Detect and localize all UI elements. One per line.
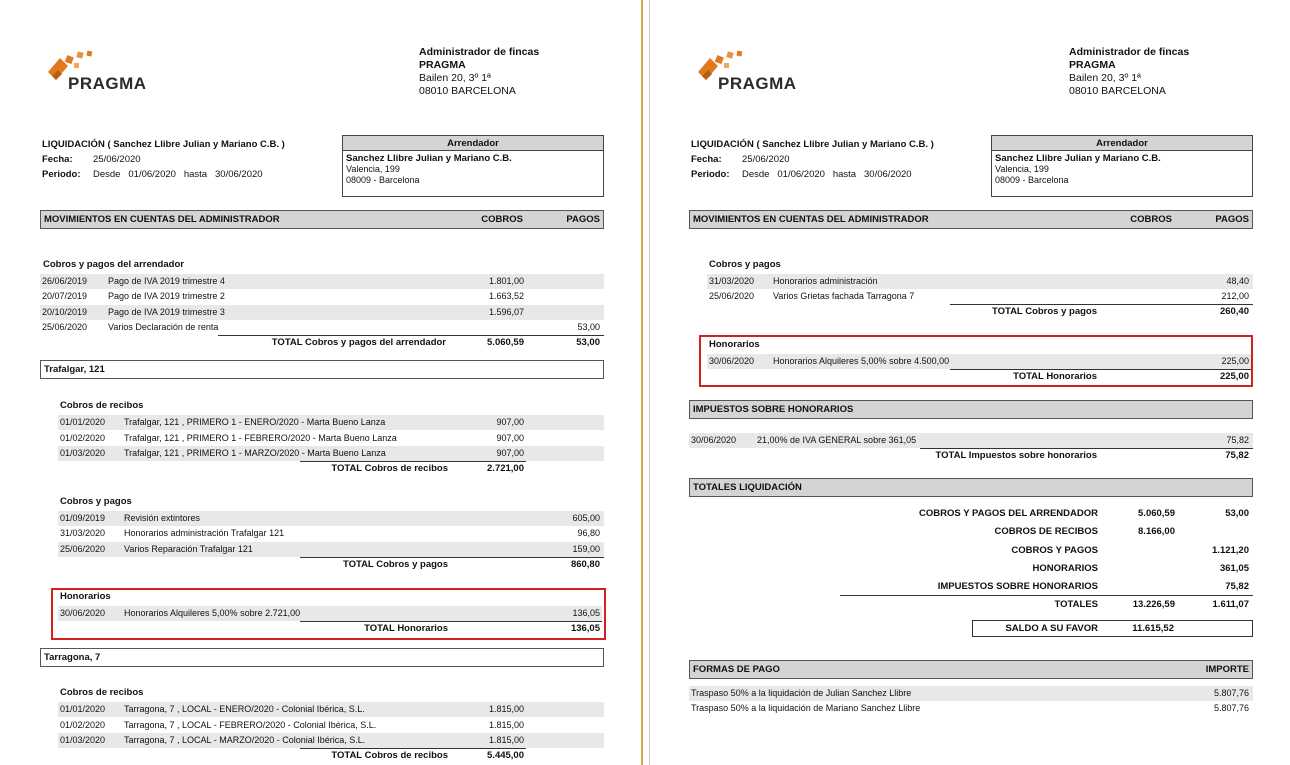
arrendador-street: Valencia, 199 <box>346 164 400 174</box>
table-row <box>689 686 1253 701</box>
row-desc: 21,00% de IVA GENERAL sobre 361,05 <box>757 435 917 445</box>
row-cobro: 1.596,07 <box>488 307 524 317</box>
group-title: Cobros y pagos <box>60 496 132 507</box>
admin-name: PRAGMA <box>419 59 466 71</box>
row-pago: 53,00 <box>577 322 600 332</box>
totales-label: HONORARIOS <box>1032 563 1098 574</box>
total-pagos: 225,00 <box>1219 371 1249 382</box>
group-total-row <box>707 369 1251 385</box>
fecha-value: 25/06/2020 <box>742 154 790 165</box>
table-row <box>40 320 604 335</box>
row-pago: 159,00 <box>572 544 600 554</box>
periodo-value: Desde 01/06/2020 hasta 30/06/2020 <box>742 169 912 180</box>
total-label: TOTAL Cobros de recibos <box>331 750 448 761</box>
row-desc: Tarragona, 7 , LOCAL - FEBRERO/2020 - Colonial Ibérica, S.L. <box>124 720 377 730</box>
table-row <box>40 289 604 304</box>
logo-text: PRAGMA <box>68 74 147 93</box>
table-row <box>58 702 604 717</box>
row-desc: Trafalgar, 121 , PRIMERO 1 - MARZO/2020 - Marta Bueno Lanza <box>124 448 386 458</box>
section-movimientos <box>689 210 1253 229</box>
row-date: 30/06/2020 <box>709 356 755 366</box>
saldo-label: SALDO A SU FAVOR <box>1005 623 1098 634</box>
totales-label: COBROS Y PAGOS DEL ARRENDADOR <box>919 508 1098 519</box>
admin-city: 08010 BARCELONA <box>1069 85 1166 97</box>
property-title: Tarragona, 7 <box>44 652 101 663</box>
row-desc: Traspaso 50% a la liquidación de Mariano Sanchez Llibre <box>691 703 921 713</box>
group-total-row <box>58 748 604 764</box>
total-label: TOTAL Cobros y pagos <box>342 559 448 570</box>
arrendador-header: Arrendador <box>343 136 603 151</box>
group-total-row <box>707 304 1253 320</box>
row-date: 01/02/2020 <box>60 720 106 730</box>
totales-pagos: 361,05 <box>1219 563 1249 574</box>
row-date: 31/03/2020 <box>709 276 755 286</box>
document-page-1 <box>0 0 643 765</box>
row-importe: 5.807,76 <box>1213 703 1249 713</box>
row-date: 31/03/2020 <box>60 528 106 538</box>
totales-pagos: 1.611,07 <box>1212 599 1249 610</box>
section-impuestos <box>689 400 1253 419</box>
fecha-label: Fecha: <box>42 154 73 165</box>
property-header-trafalgar <box>40 360 604 379</box>
total-label: TOTAL Honorarios <box>1013 371 1097 382</box>
total-cobros: 5.060,59 <box>487 337 524 348</box>
row-date: 20/10/2019 <box>42 307 88 317</box>
table-row <box>40 305 604 320</box>
admin-address: Bailen 20, 3º 1ª <box>419 72 491 84</box>
group-title: Cobros y pagos del arrendador <box>43 259 184 270</box>
row-date: 25/06/2020 <box>60 544 106 554</box>
table-row <box>689 433 1253 448</box>
totales-row <box>689 560 1253 577</box>
section-title: FORMAS DE PAGO <box>693 664 780 675</box>
arrendador-name: Sanchez Llibre Julian y Mariano C.B. <box>346 153 512 164</box>
periodo-label: Periodo: <box>42 169 81 180</box>
totales-sum-row <box>689 596 1253 613</box>
row-pago: 225,00 <box>1221 356 1249 366</box>
periodo-label: Periodo: <box>691 169 730 180</box>
row-desc: Trafalgar, 121 , PRIMERO 1 - ENERO/2020 - Marta Bueno Lanza <box>124 417 386 427</box>
row-date: 25/06/2020 <box>42 322 88 332</box>
document-page-2 <box>649 0 1290 765</box>
periodo-value: Desde 01/06/2020 hasta 30/06/2020 <box>93 169 263 180</box>
row-date: 30/06/2020 <box>60 608 106 618</box>
row-desc: Honorarios Alquileres 5,00% sobre 2.721,00 <box>124 608 301 618</box>
group-title: Cobros y pagos <box>709 259 781 270</box>
administrator-block <box>1069 46 1189 98</box>
section-movimientos <box>40 210 604 229</box>
row-cobro: 1.663,52 <box>488 291 524 301</box>
row-date: 25/06/2020 <box>709 291 755 301</box>
row-desc: Revisión extintores <box>124 513 201 523</box>
row-pago: 605,00 <box>572 513 600 523</box>
totales-cobros: 8.166,00 <box>1138 526 1175 537</box>
arrendador-box <box>991 135 1253 197</box>
section-formas-pago <box>689 660 1253 679</box>
liquidacion-title: LIQUIDACIÓN ( Sanchez Llibre Julian y Mariano C.B. ) <box>691 139 934 150</box>
row-desc: Tarragona, 7 , LOCAL - ENERO/2020 - Colonial Ibérica, S.L. <box>124 704 365 714</box>
table-row <box>58 446 604 461</box>
group-total-row <box>689 448 1253 464</box>
admin-name: PRAGMA <box>1069 59 1116 71</box>
total-label: TOTAL Impuestos sobre honorarios <box>935 450 1097 461</box>
row-pago: 96,80 <box>577 528 600 538</box>
total-pagos: 136,05 <box>570 623 600 634</box>
totales-pagos: 1.121,20 <box>1212 545 1249 556</box>
group-title: Cobros de recibos <box>60 400 144 411</box>
table-row <box>58 526 604 541</box>
totales-pagos: 53,00 <box>1225 508 1249 519</box>
table-row <box>58 606 602 621</box>
fecha-value: 25/06/2020 <box>93 154 141 165</box>
section-title: MOVIMIENTOS EN CUENTAS DEL ADMINISTRADOR <box>693 214 929 225</box>
row-cobro: 1.801,00 <box>488 276 524 286</box>
totales-cobros: 13.226,59 <box>1132 599 1175 610</box>
liquidacion-header <box>691 137 934 182</box>
arrendador-city: 08009 - Barcelona <box>995 175 1069 185</box>
row-date: 01/03/2020 <box>60 448 106 458</box>
row-desc: Pago de IVA 2019 trimestre 3 <box>108 307 225 317</box>
totales-label: TOTALES <box>1054 599 1098 610</box>
table-row <box>58 415 604 430</box>
row-desc: Varios Grietas fachada Tarragona 7 <box>773 291 915 301</box>
row-desc: Varios Reparación Trafalgar 121 <box>124 544 253 554</box>
totales-pagos: 75,82 <box>1225 581 1249 592</box>
totales-label: COBROS Y PAGOS <box>1011 545 1098 556</box>
total-pagos: 75,82 <box>1225 450 1249 461</box>
pragma-logo <box>44 46 174 96</box>
group-total-row <box>58 557 604 573</box>
totales-row <box>689 542 1253 559</box>
row-desc: Tarragona, 7 , LOCAL - MARZO/2020 - Colonial Ibérica, S.L. <box>124 735 366 745</box>
col-pagos-header: PAGOS <box>566 214 600 225</box>
row-date: 01/03/2020 <box>60 735 106 745</box>
administrator-block <box>419 46 539 98</box>
row-cobro: 907,00 <box>496 433 524 443</box>
table-row <box>58 511 604 526</box>
total-label: TOTAL Honorarios <box>364 623 448 634</box>
row-desc: Varios Declaración de renta <box>108 322 219 332</box>
row-date: 01/02/2020 <box>60 433 106 443</box>
row-date: 20/07/2019 <box>42 291 88 301</box>
section-title: IMPUESTOS SOBRE HONORARIOS <box>693 404 854 415</box>
row-date: 01/09/2019 <box>60 513 106 523</box>
row-date: 01/01/2020 <box>60 417 106 427</box>
row-pago: 48,40 <box>1226 276 1249 286</box>
section-title: TOTALES LIQUIDACIÓN <box>693 482 802 493</box>
row-importe: 5.807,76 <box>1213 688 1249 698</box>
row-cobro: 907,00 <box>496 417 524 427</box>
total-cobros: 5.445,00 <box>487 750 524 761</box>
row-cobro: 1.815,00 <box>488 720 524 730</box>
admin-city: 08010 BARCELONA <box>419 85 516 97</box>
admin-title: Administrador de fincas <box>419 46 540 58</box>
table-row <box>707 274 1253 289</box>
section-title: MOVIMIENTOS EN CUENTAS DEL ADMINISTRADOR <box>44 214 280 225</box>
row-desc: Honorarios administración <box>773 276 878 286</box>
admin-title: Administrador de fincas <box>1069 46 1190 58</box>
totales-row <box>689 523 1253 540</box>
col-cobros-header: COBROS <box>481 214 523 225</box>
arrendador-street: Valencia, 199 <box>995 164 1049 174</box>
total-pagos: 53,00 <box>576 337 600 348</box>
total-cobros: 2.721,00 <box>487 463 524 474</box>
col-importe-header: IMPORTE <box>1205 664 1249 675</box>
table-row <box>58 733 604 748</box>
total-label: TOTAL Cobros de recibos <box>331 463 448 474</box>
table-row <box>689 701 1253 716</box>
row-desc: Pago de IVA 2019 trimestre 2 <box>108 291 225 301</box>
fecha-label: Fecha: <box>691 154 722 165</box>
group-title: Honorarios <box>60 591 111 602</box>
liquidacion-title: LIQUIDACIÓN ( Sanchez Llibre Julian y Mariano C.B. ) <box>42 139 285 150</box>
group-total-row <box>58 621 602 637</box>
arrendador-box <box>342 135 604 197</box>
row-pago: 75,82 <box>1226 435 1249 445</box>
row-desc: Trafalgar, 121 , PRIMERO 1 - FEBRERO/2020 - Marta Bueno Lanza <box>124 433 397 443</box>
totales-row <box>689 505 1253 522</box>
table-row <box>58 718 604 733</box>
property-title: Trafalgar, 121 <box>44 364 105 375</box>
arrendador-header: Arrendador <box>992 136 1252 151</box>
row-pago: 136,05 <box>572 608 600 618</box>
arrendador-name: Sanchez Llibre Julian y Mariano C.B. <box>995 153 1161 164</box>
col-cobros-header: COBROS <box>1130 214 1172 225</box>
total-label: TOTAL Cobros y pagos <box>991 306 1097 317</box>
total-pagos: 260,40 <box>1219 306 1249 317</box>
row-date: 30/06/2020 <box>691 435 737 445</box>
totales-label: COBROS DE RECIBOS <box>994 526 1098 537</box>
total-pagos: 860,80 <box>570 559 600 570</box>
group-title: Honorarios <box>709 339 760 350</box>
row-desc: Honorarios administración Trafalgar 121 <box>124 528 285 538</box>
liquidacion-header <box>42 137 285 182</box>
row-cobro: 907,00 <box>496 448 524 458</box>
table-row <box>58 542 604 557</box>
table-row <box>707 289 1253 304</box>
group-total-row <box>58 461 604 477</box>
saldo-value: 11.615,52 <box>1132 623 1174 634</box>
row-cobro: 1.815,00 <box>488 704 524 714</box>
row-desc: Traspaso 50% a la liquidación de Julian Sanchez Llibre <box>691 688 912 698</box>
row-desc: Pago de IVA 2019 trimestre 4 <box>108 276 225 286</box>
admin-address: Bailen 20, 3º 1ª <box>1069 72 1141 84</box>
table-row <box>707 354 1251 369</box>
totales-label: IMPUESTOS SOBRE HONORARIOS <box>937 581 1098 592</box>
pragma-logo <box>694 46 824 96</box>
group-total-row <box>40 335 604 351</box>
logo-text: PRAGMA <box>718 74 797 93</box>
totales-cobros: 5.060,59 <box>1138 508 1175 519</box>
section-totales <box>689 478 1253 497</box>
row-cobro: 1.815,00 <box>488 735 524 745</box>
row-desc: Honorarios Alquileres 5,00% sobre 4.500,00 <box>773 356 950 366</box>
total-label: TOTAL Cobros y pagos del arrendador <box>271 337 446 348</box>
totales-row <box>689 578 1253 595</box>
table-row <box>40 274 604 289</box>
arrendador-city: 08009 - Barcelona <box>346 175 420 185</box>
table-row <box>58 431 604 446</box>
row-pago: 212,00 <box>1221 291 1249 301</box>
property-header-tarragona <box>40 648 604 667</box>
col-pagos-header: PAGOS <box>1215 214 1249 225</box>
row-date: 01/01/2020 <box>60 704 106 714</box>
row-date: 26/06/2019 <box>42 276 88 286</box>
saldo-box <box>972 620 1253 637</box>
group-title: Cobros de recibos <box>60 687 144 698</box>
